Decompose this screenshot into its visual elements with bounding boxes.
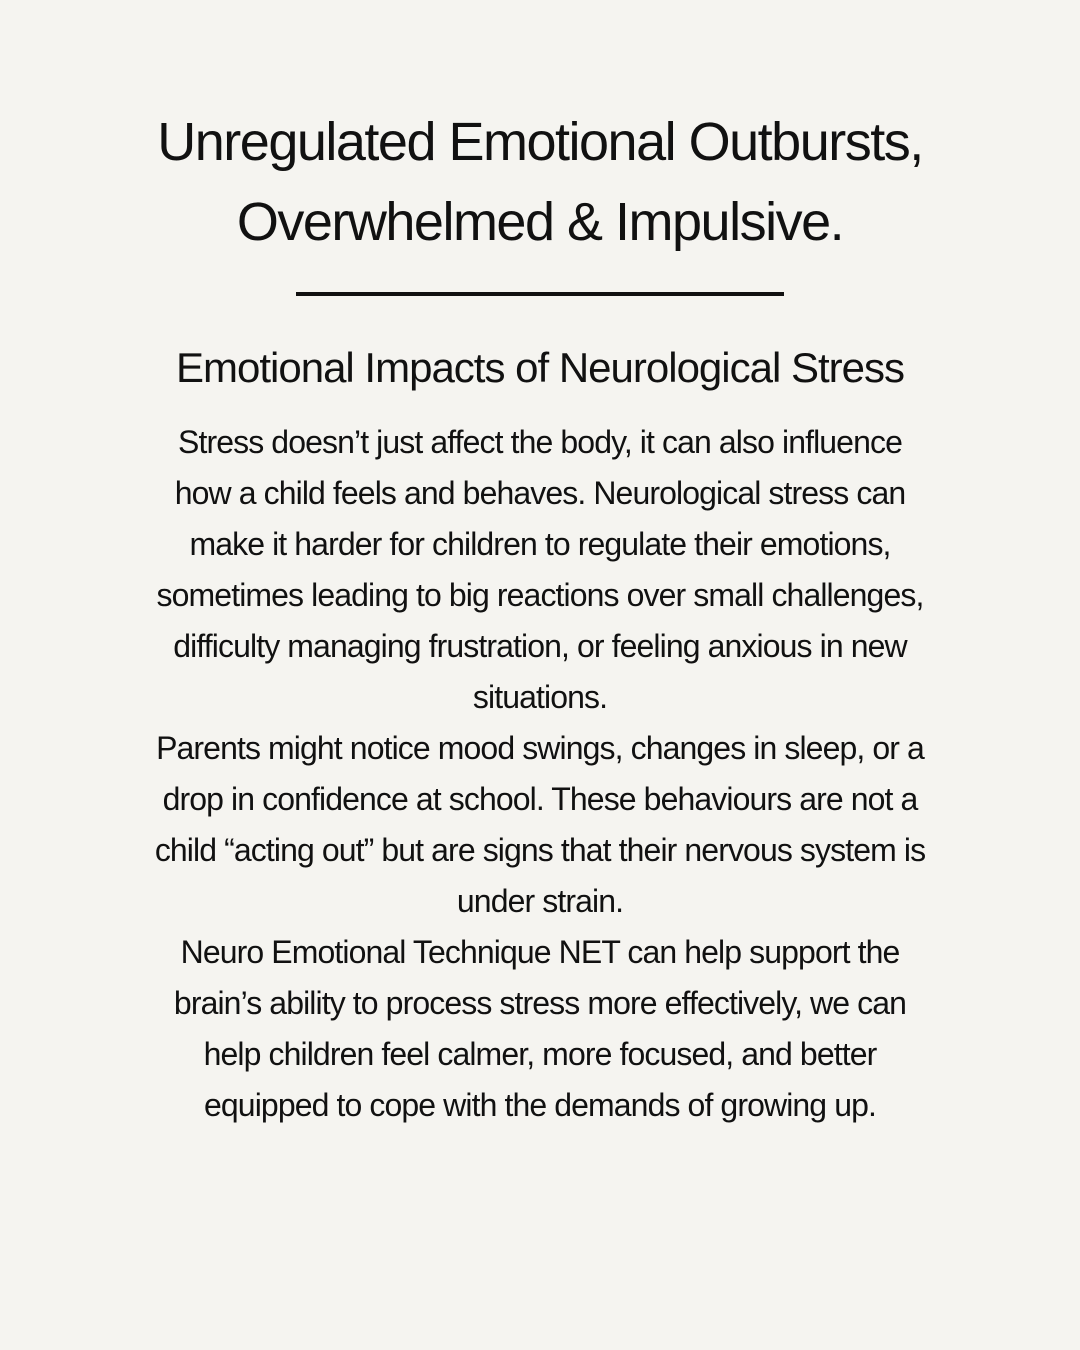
body-p3-line-4: equipped to cope with the demands of growing up. (204, 1087, 876, 1123)
subtitle: Emotional Impacts of Neurological Stress (176, 344, 904, 391)
body-p3-line-3: help children feel calmer, more focused, and better (203, 1036, 877, 1072)
body-p1-line-3: make it harder for children to regulate their emotions, (189, 526, 891, 562)
body-p2-line-3: child “acting out” but are signs that their nervous system is (154, 832, 926, 868)
title-line-2: Overwhelmed & Impulsive. (236, 192, 844, 252)
body-p1-line-4: sometimes leading to big reactions over small challenges, (156, 577, 924, 613)
body-p3-line-1: Neuro Emotional Technique NET can help support the (180, 934, 900, 970)
body-p1-line-5: difficulty managing frustration, or feeling anxious in new (173, 628, 907, 664)
body-p2-line-1: Parents might notice mood swings, changes in sleep, or a (156, 730, 924, 766)
divider-line (296, 292, 784, 296)
body-p2-line-2: drop in confidence at school. These behaviours are not a (162, 781, 918, 817)
body-p1-line-2: how a child feels and behaves. Neurological stress can (174, 475, 906, 511)
body-p2-line-4: under strain. (456, 883, 624, 919)
title-line-1: Unregulated Emotional Outbursts, (157, 112, 923, 172)
body-p1-line-1: Stress doesn’t just affect the body, it can also influence (178, 424, 902, 460)
body-p3-line-2: brain’s ability to process stress more effectively, we can (173, 985, 907, 1021)
body-p1-line-6: situations. (472, 679, 608, 715)
